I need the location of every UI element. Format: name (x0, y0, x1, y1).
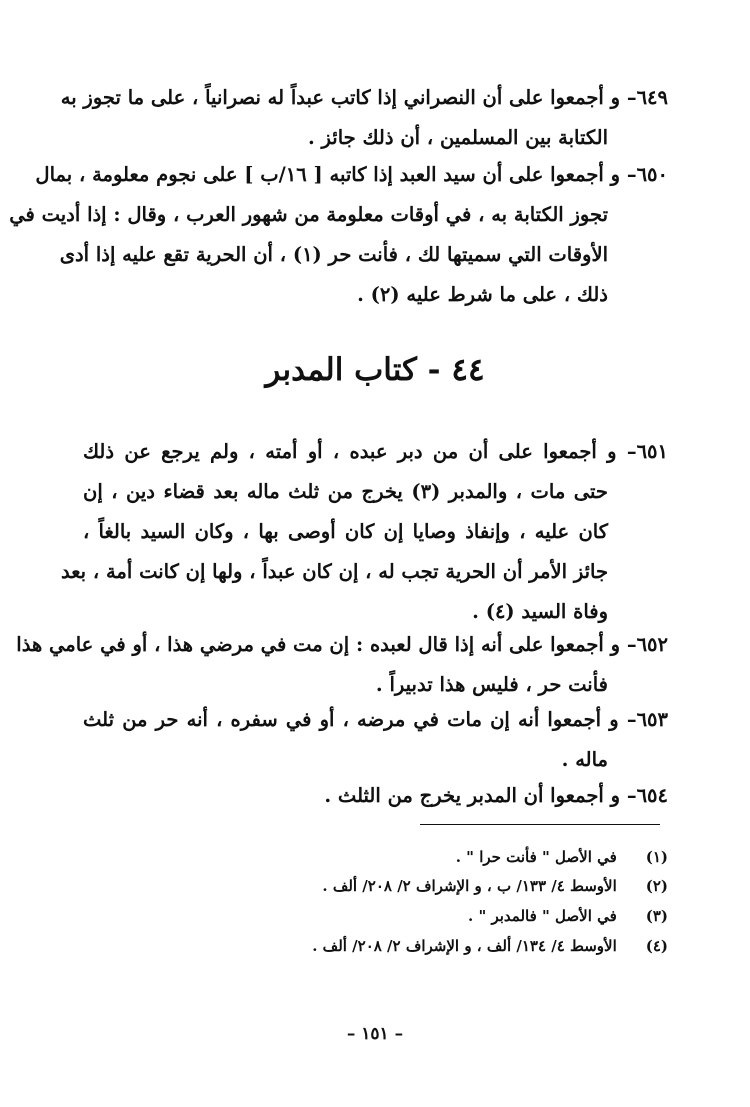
entry-number: ٦٤٩– (626, 86, 668, 109)
entry-number: ٦٥٣– (626, 708, 668, 731)
entry-number: ٦٥٠– (626, 163, 668, 186)
entry-654 (83, 776, 668, 816)
entry-line: كان عليه ، وإنفاذ وصايا إن كان أوصى بها ، وكان السيد بالغاً ، (83, 520, 608, 543)
entry-line: حتى مات ، والمدبر (٣) يخرج من ثلث ماله بعد قضاء دين ، إن (83, 480, 608, 503)
entry-653 (83, 700, 668, 780)
footnote-text: في الأصل " فأنت حرا " . (455, 848, 617, 866)
footnote-number: (٢) (645, 877, 668, 895)
footnote-2 (108, 877, 668, 895)
entry-line: و أجمعوا على أن سيد العبد إذا كاتبه [ ١٦/ب ] على نجوم معلومة ، بمال (35, 163, 621, 186)
entry-line: و أجمعوا أن المدبر يخرج من الثلث . (324, 784, 621, 807)
footnote-3 (108, 907, 668, 925)
entry-line: الأوقات التي سميتها لك ، فأنت حر (١) ، أن الحرية تقع عليه إذا أدى (59, 243, 608, 266)
footnote-number: (٣) (645, 907, 668, 925)
entry-649 (60, 78, 668, 158)
entry-line: ماله . (561, 748, 608, 771)
entry-line: و أجمعوا أنه إن مات في مرضه ، أو في سفره ، أنه حر من ثلث (83, 708, 619, 731)
footnote-text: في الأصل " فالمدبر " . (468, 907, 617, 925)
entry-line: ذلك ، على ما شرط عليه (٢) . (357, 283, 608, 306)
entry-651 (61, 432, 668, 632)
chapter-title: ٤٤ - كتاب المدبر (265, 352, 485, 388)
footnote-text: الأوسط ٤/ ١٣٣/ ب ، و الإشراف ٢/ ٢٠٨/ ألف . (322, 877, 617, 895)
page-number: – ١٥١ – (346, 1024, 404, 1044)
entry-number: ٦٥١– (626, 440, 668, 463)
footnote-text: الأوسط ٤/ ١٣٤/ ألف ، و الإشراف ٢/ ٢٠٨/ ألف . (312, 937, 617, 955)
entry-line: تجوز الكتابة به ، في أوقات معلومة من شهور العرب ، وقال : إذا أديت في (9, 203, 608, 226)
entry-line: و أجمعوا على أن النصراني إذا كاتب عبداً له نصرانياً ، على ما تجوز به (60, 86, 621, 109)
entry-line: فأنت حر ، فليس هذا تدبيراً . (375, 673, 608, 696)
footnote-4 (108, 937, 668, 955)
entry-line: و أجمعوا على أن من دبر عبده ، أو أمته ، ولم يرجع عن ذلك (83, 440, 617, 463)
entry-650 (9, 155, 668, 315)
entry-line: الكتابة بين المسلمين ، أن ذلك جائز . (307, 126, 608, 149)
footnote-1 (108, 848, 668, 866)
entry-number: ٦٥٢– (626, 633, 668, 656)
entry-line: وفاة السيد (٤) . (472, 600, 608, 623)
footnote-number: (١) (645, 848, 668, 866)
entry-652 (16, 625, 668, 705)
footnote-number: (٤) (645, 937, 668, 955)
entry-line: و أجمعوا على أنه إذا قال لعبده : إن مت في مرضي هذا ، أو في عامي هذا (16, 633, 621, 656)
entry-line: جائز الأمر أن الحرية تجب له ، إن كان عبداً ، ولها إن كانت أمة ، بعد (61, 560, 608, 583)
entry-number: ٦٥٤– (626, 784, 668, 807)
footnote-divider (420, 824, 660, 825)
